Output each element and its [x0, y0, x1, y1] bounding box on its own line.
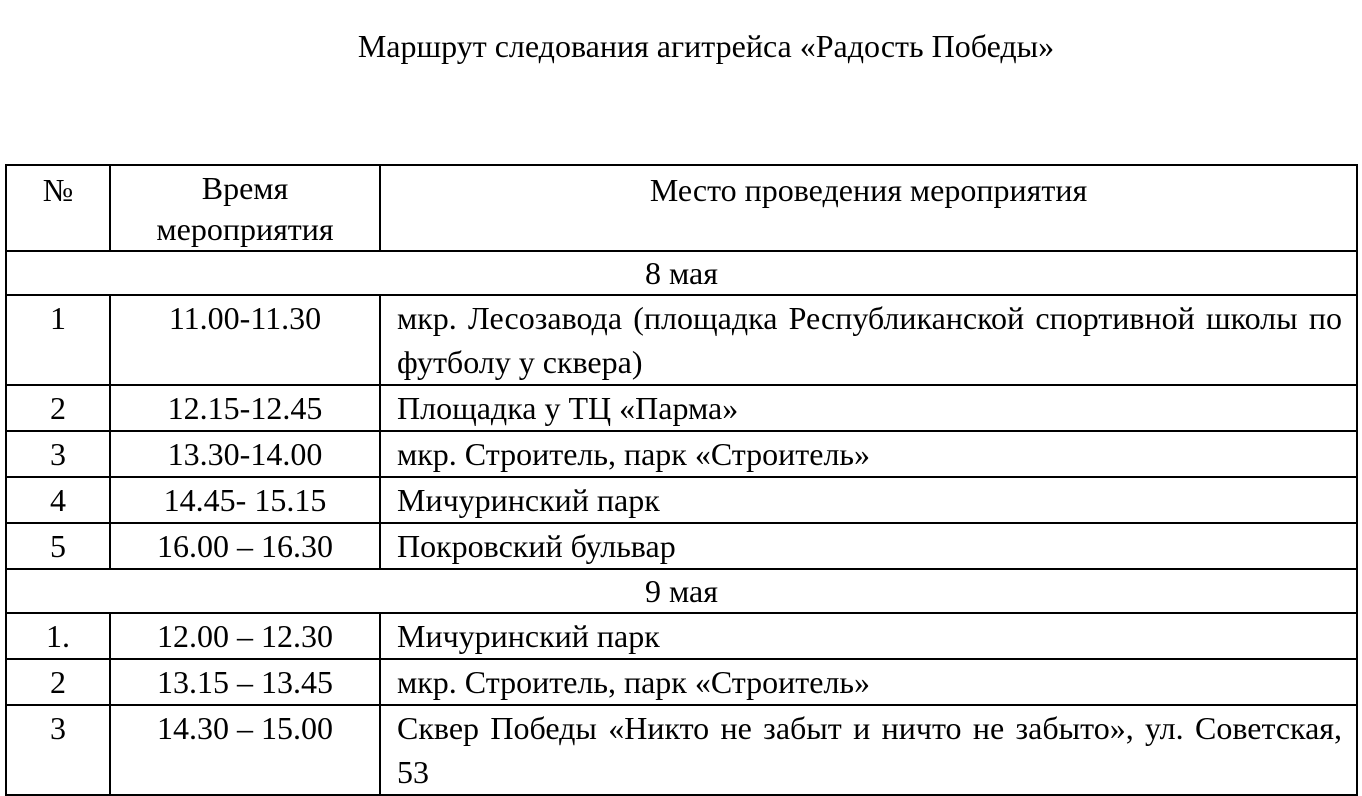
row-time: 12.00 – 12.30: [110, 613, 380, 659]
row-time: 14.30 – 15.00: [110, 705, 380, 795]
table-row: [6, 705, 1357, 795]
row-place: Покровский бульвар: [380, 523, 1357, 569]
row-number: 2: [6, 659, 110, 705]
row-place: Сквер Победы «Никто не забыт и ничто не забыто», ул. Советская, 53: [380, 705, 1357, 795]
document-title: Маршрут следования агитрейса «Радость Победы»: [357, 28, 1055, 64]
row-place: Мичуринский парк: [380, 613, 1357, 659]
route-table: [5, 164, 1358, 796]
row-number: 1.: [6, 613, 110, 659]
day-label: 8 мая: [6, 251, 1357, 295]
row-number: 4: [6, 477, 110, 523]
row-number: 3: [6, 431, 110, 477]
table-row: [6, 613, 1357, 659]
row-place: мкр. Строитель, парк «Строитель»: [380, 659, 1357, 705]
row-place: Площадка у ТЦ «Парма»: [380, 385, 1357, 431]
row-time: 12.15-12.45: [110, 385, 380, 431]
header-number: №: [6, 165, 110, 251]
row-number: 3: [6, 705, 110, 795]
row-time: 13.15 – 13.45: [110, 659, 380, 705]
row-place: мкр. Лесозавода (площадка Республиканской спортивной школы по футболу у сквера): [380, 295, 1357, 385]
table-row: [6, 523, 1357, 569]
row-time: 13.30-14.00: [110, 431, 380, 477]
row-time: 14.45- 15.15: [110, 477, 380, 523]
table-row: [6, 295, 1357, 385]
day-label: 9 мая: [6, 569, 1357, 613]
day-row-may-8: [6, 251, 1357, 295]
header-time: Время мероприятия: [110, 165, 380, 251]
row-time: 16.00 – 16.30: [110, 523, 380, 569]
row-place: Мичуринский парк: [380, 477, 1357, 523]
table-row: [6, 477, 1357, 523]
row-number: 2: [6, 385, 110, 431]
row-place: мкр. Строитель, парк «Строитель»: [380, 431, 1357, 477]
table-row: [6, 659, 1357, 705]
table-row: [6, 385, 1357, 431]
row-number: 1: [6, 295, 110, 385]
table-row: [6, 431, 1357, 477]
row-time: 11.00-11.30: [110, 295, 380, 385]
table-header-row: [6, 165, 1357, 251]
day-row-may-9: [6, 569, 1357, 613]
header-place: Место проведения мероприятия: [380, 165, 1357, 251]
row-number: 5: [6, 523, 110, 569]
